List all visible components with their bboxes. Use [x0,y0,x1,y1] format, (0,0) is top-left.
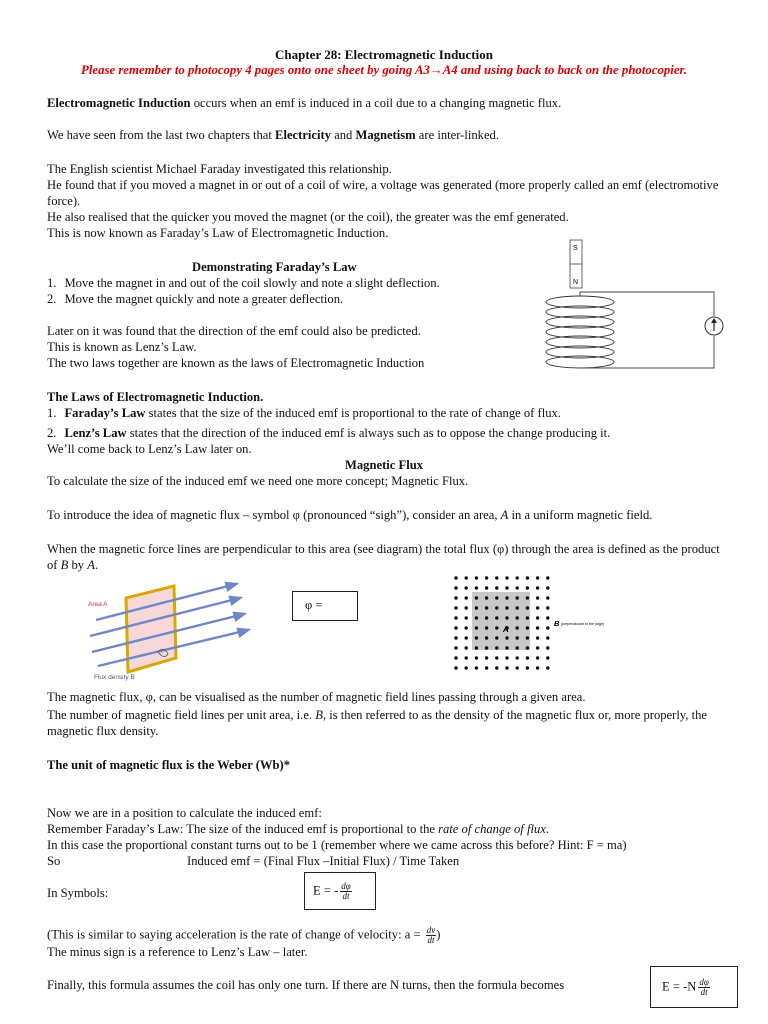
field-dot [526,656,529,659]
visual-line-2 [47,708,727,739]
area-square [472,592,530,650]
text: ) [436,927,441,942]
field-dot [475,586,478,589]
text: . [545,822,549,836]
symbol-b: B [315,708,323,722]
field-dot [505,646,508,649]
demo-item-2 [47,292,343,308]
field-dot [495,636,498,639]
field-dot [485,576,488,579]
faraday-line-3: He also realised that the quicker you moved the magnet (or the coil), the greater was the emf generated. [47,210,569,224]
field-dot [495,576,498,579]
faraday-line-1: The English scientist Michael Faraday investigated this relationship. [47,162,392,176]
field-dot [546,576,549,579]
item-text: Move the magnet quickly and note a greater deflection. [64,292,344,306]
unit-statement: The unit of magnetic flux is the Weber (Wb)* [47,758,291,772]
field-dot [465,596,468,599]
term-faradays-law: Faraday’s Law [64,406,146,420]
field-dot [495,626,498,629]
term-electricity: Electricity [275,128,331,142]
field-dot [526,576,529,579]
flux-p3 [47,542,727,573]
field-dot [485,586,488,589]
field-dot [454,666,457,669]
coil-magnet-diagram [538,236,738,376]
field-dot [454,596,457,599]
text: in a uniform magnetic field. [508,508,653,522]
text: , is then referred to as the density of the magnetic flux or, more properly, the magnetic flux density. [47,708,707,738]
text: by [68,557,88,572]
field-dot [536,666,539,669]
field-dot [546,616,549,619]
circuit-wire-top [580,292,714,316]
field-dot [536,616,539,619]
text: To introduce the idea of magnetic flux – symbol φ (pronounced “sigh”), consider an area, [47,508,501,522]
field-dot [485,596,488,599]
intro-text: occurs when an emf is induced in a coil due to a changing magnetic flux. [190,96,562,110]
n-turns-formula-box [650,966,738,1008]
field-dot [465,576,468,579]
n-turns-note: Finally, this formula assumes the coil has only one turn. If there are N turns, then the formula becomes [47,978,565,992]
field-dot [516,606,519,609]
field-dot [546,636,549,639]
field-dot [465,646,468,649]
laws-heading: The Laws of Electromagnetic Induction. [47,390,264,404]
area-label: Area A [88,601,108,608]
field-dot [495,616,498,619]
field-dot [536,646,539,649]
field-dot [546,626,549,629]
field-dot [475,606,478,609]
magnet-south-label: S [573,245,578,252]
field-dot [516,626,519,629]
field-dot [516,596,519,599]
text: The number of magnetic field lines per unit area, i.e. [47,708,316,722]
field-dot [454,606,457,609]
magnet-north-label: N [573,279,579,286]
demo-heading: Demonstrating Faraday’s Law [192,260,357,274]
text: and [331,128,356,142]
field-dot [546,656,549,659]
text: We have seen from the last two chapters that [47,128,276,142]
field-dot [516,576,519,579]
formula-lhs: E = -N [662,979,697,994]
n-turns-formula [662,978,710,997]
field-dot [495,596,498,599]
field-dot [475,576,478,579]
law-item-2 [47,426,610,442]
field-dot [536,656,539,659]
field-dot [465,616,468,619]
field-dot [505,666,508,669]
intro-paragraph [47,96,727,112]
field-dot [516,646,519,649]
area-flux-diagram [86,580,286,682]
numerator: dv [426,925,436,935]
item-text: states that the size of the induced emf is proportional to the rate of change of flux. [145,406,561,420]
coil [546,296,614,368]
field-dot [485,606,488,609]
field-dot [465,636,468,639]
field-dot [495,646,498,649]
field-dot [526,596,529,599]
field-dot [536,596,539,599]
in-symbols-label: In Symbols: [47,886,109,900]
field-dot [536,586,539,589]
minus-sign-note: The minus sign is a reference to Lenz’s Law – later. [47,945,308,959]
field-dot [516,636,519,639]
field-dot [495,606,498,609]
visual-line-1: The magnetic flux, φ, can be visualised as the number of magnetic field lines passing through a given area. [47,690,586,704]
field-dot [485,666,488,669]
field-dot [505,636,508,639]
field-dot [485,626,488,629]
interlinked-paragraph [47,128,727,144]
term-em-induction: Electromagnetic Induction [47,96,191,110]
faraday-line-2: He found that if you moved a magnet in or out of a coil of wire, a voltage was generated (more properly called an emf (electromotive force). [47,178,719,208]
field-dot [536,626,539,629]
field-dot [526,606,529,609]
field-dot [454,656,457,659]
field-dot [516,656,519,659]
law-item-1 [47,406,561,422]
field-dot [485,656,488,659]
field-dot [546,606,549,609]
field-dot [475,656,478,659]
field-dot [475,596,478,599]
term-magnetism: Magnetism [355,128,416,142]
symbol-area: A [87,557,95,572]
field-dot [505,596,508,599]
lenz-intro-3: The two laws together are known as the laws of Electromagnetic Induction [47,356,425,370]
calc-line-1: Now we are in a position to calculate the induced emf: [47,806,322,820]
lenz-intro-1: Later on it was found that the direction of the emf could also be predicted. [47,324,421,338]
formula-lhs: E = - [313,883,339,898]
emf-formula-box [304,872,376,910]
field-dot [454,646,457,649]
symbol-b: B [60,557,69,572]
field-dot [454,616,457,619]
text: (This is similar to saying acceleration is the rate of change of velocity: a = [47,927,424,942]
denominator: dt [342,891,350,901]
field-dot [526,626,529,629]
field-dot [485,646,488,649]
flux-density-label: Flux density B [94,674,135,681]
field-dot [505,656,508,659]
field-dot [495,666,498,669]
dphi-dt-fraction [698,978,709,997]
field-dot [526,616,529,619]
item-text: Move the magnet in and out of the coil slowly and note a slight deflection. [64,276,440,290]
text: are inter-linked. [415,128,499,142]
field-dot [465,666,468,669]
page-title: Chapter 28: Electromagnetic Induction [275,47,493,62]
area-symbol: A [503,625,509,634]
item-number: 2. [47,292,57,306]
lenz-later: We’ll come back to Lenz’s Law later on. [47,442,252,456]
field-dot [505,576,508,579]
text: . [94,557,99,572]
field-dot [526,636,529,639]
field-dot [516,666,519,669]
demo-item-1 [47,276,440,292]
dot-grid-diagram [448,570,628,676]
field-dot [536,606,539,609]
field-dot [454,636,457,639]
item-number: 2. [47,426,57,440]
field-dot [454,626,457,629]
field-dot [546,596,549,599]
acceleration-analogy [47,926,440,945]
field-dot [454,586,457,589]
numerator: dφ [341,881,351,891]
item-text: states that the direction of the induced emf is always such as to oppose the change producing it. [126,426,611,440]
item-number: 1. [47,406,57,420]
term-lenzs-law: Lenz’s Law [64,426,127,440]
field-dot [516,586,519,589]
denominator: dt [700,987,708,997]
dphi-dt-fraction [340,882,351,901]
flux-p1: To calculate the size of the induced emf we need one more concept; Magnetic Flux. [47,474,469,488]
field-dot [516,616,519,619]
field-dot [526,666,529,669]
item-number: 1. [47,276,57,290]
field-dot [485,636,488,639]
field-dot [495,586,498,589]
field-dot [546,646,549,649]
field-dot [536,576,539,579]
calc-line-3: In this case the proportional constant turns out to be 1 (remember where we came across this before? Hint: F = ma) [47,838,627,852]
circuit-wire-bottom [580,336,714,368]
emphasis-rate: rate of change of flux [438,822,546,836]
field-dot [546,586,549,589]
text: Remember Faraday’s Law: The size of the induced emf is proportional to the [47,822,439,836]
faraday-line-4: This is now known as Faraday’s Law of Electromagnetic Induction. [47,226,389,240]
field-dot [505,606,508,609]
flux-p2 [47,508,727,524]
field-dot [485,616,488,619]
field-dot [546,666,549,669]
text: When the magnetic force lines are perpendicular to this area (see diagram) the total flux (φ) through the area is defined as the product of [47,542,720,572]
field-dot [475,616,478,619]
field-dot [495,656,498,659]
field-dot [536,636,539,639]
induced-emf-equation: Induced emf = (Final Flux –Initial Flux) / Time Taken [187,854,460,868]
dv-dt-fraction [426,926,437,945]
b-field-label: B [554,619,560,628]
lenz-intro-2: This is known as Lenz’s Law. [47,340,197,354]
field-dot [465,656,468,659]
field-dot [475,626,478,629]
flux-heading: Magnetic Flux [345,458,423,472]
b-field-note: (perpendicular to the page) [561,622,605,626]
photocopy-warning: Please remember to photocopy 4 pages onto one sheet by going A3→A4 and using back to back on the photocopier. [81,63,687,77]
area-plane [126,586,176,672]
field-dot [465,586,468,589]
field-dot [454,576,457,579]
field-dot [475,636,478,639]
field-dot [505,616,508,619]
field-dot [505,586,508,589]
field-dot [465,626,468,629]
phi-formula: φ = [305,598,323,612]
field-dot [465,606,468,609]
numerator: dφ [699,977,709,987]
denominator: dt [427,935,435,945]
calc-line-2 [47,822,727,838]
symbol-area: A [500,508,509,522]
field-dot [475,646,478,649]
so-label: So [47,854,61,868]
emf-formula [313,882,352,901]
field-dot [475,666,478,669]
phi-formula-box [292,591,358,621]
field-dot [526,646,529,649]
field-dot [526,586,529,589]
